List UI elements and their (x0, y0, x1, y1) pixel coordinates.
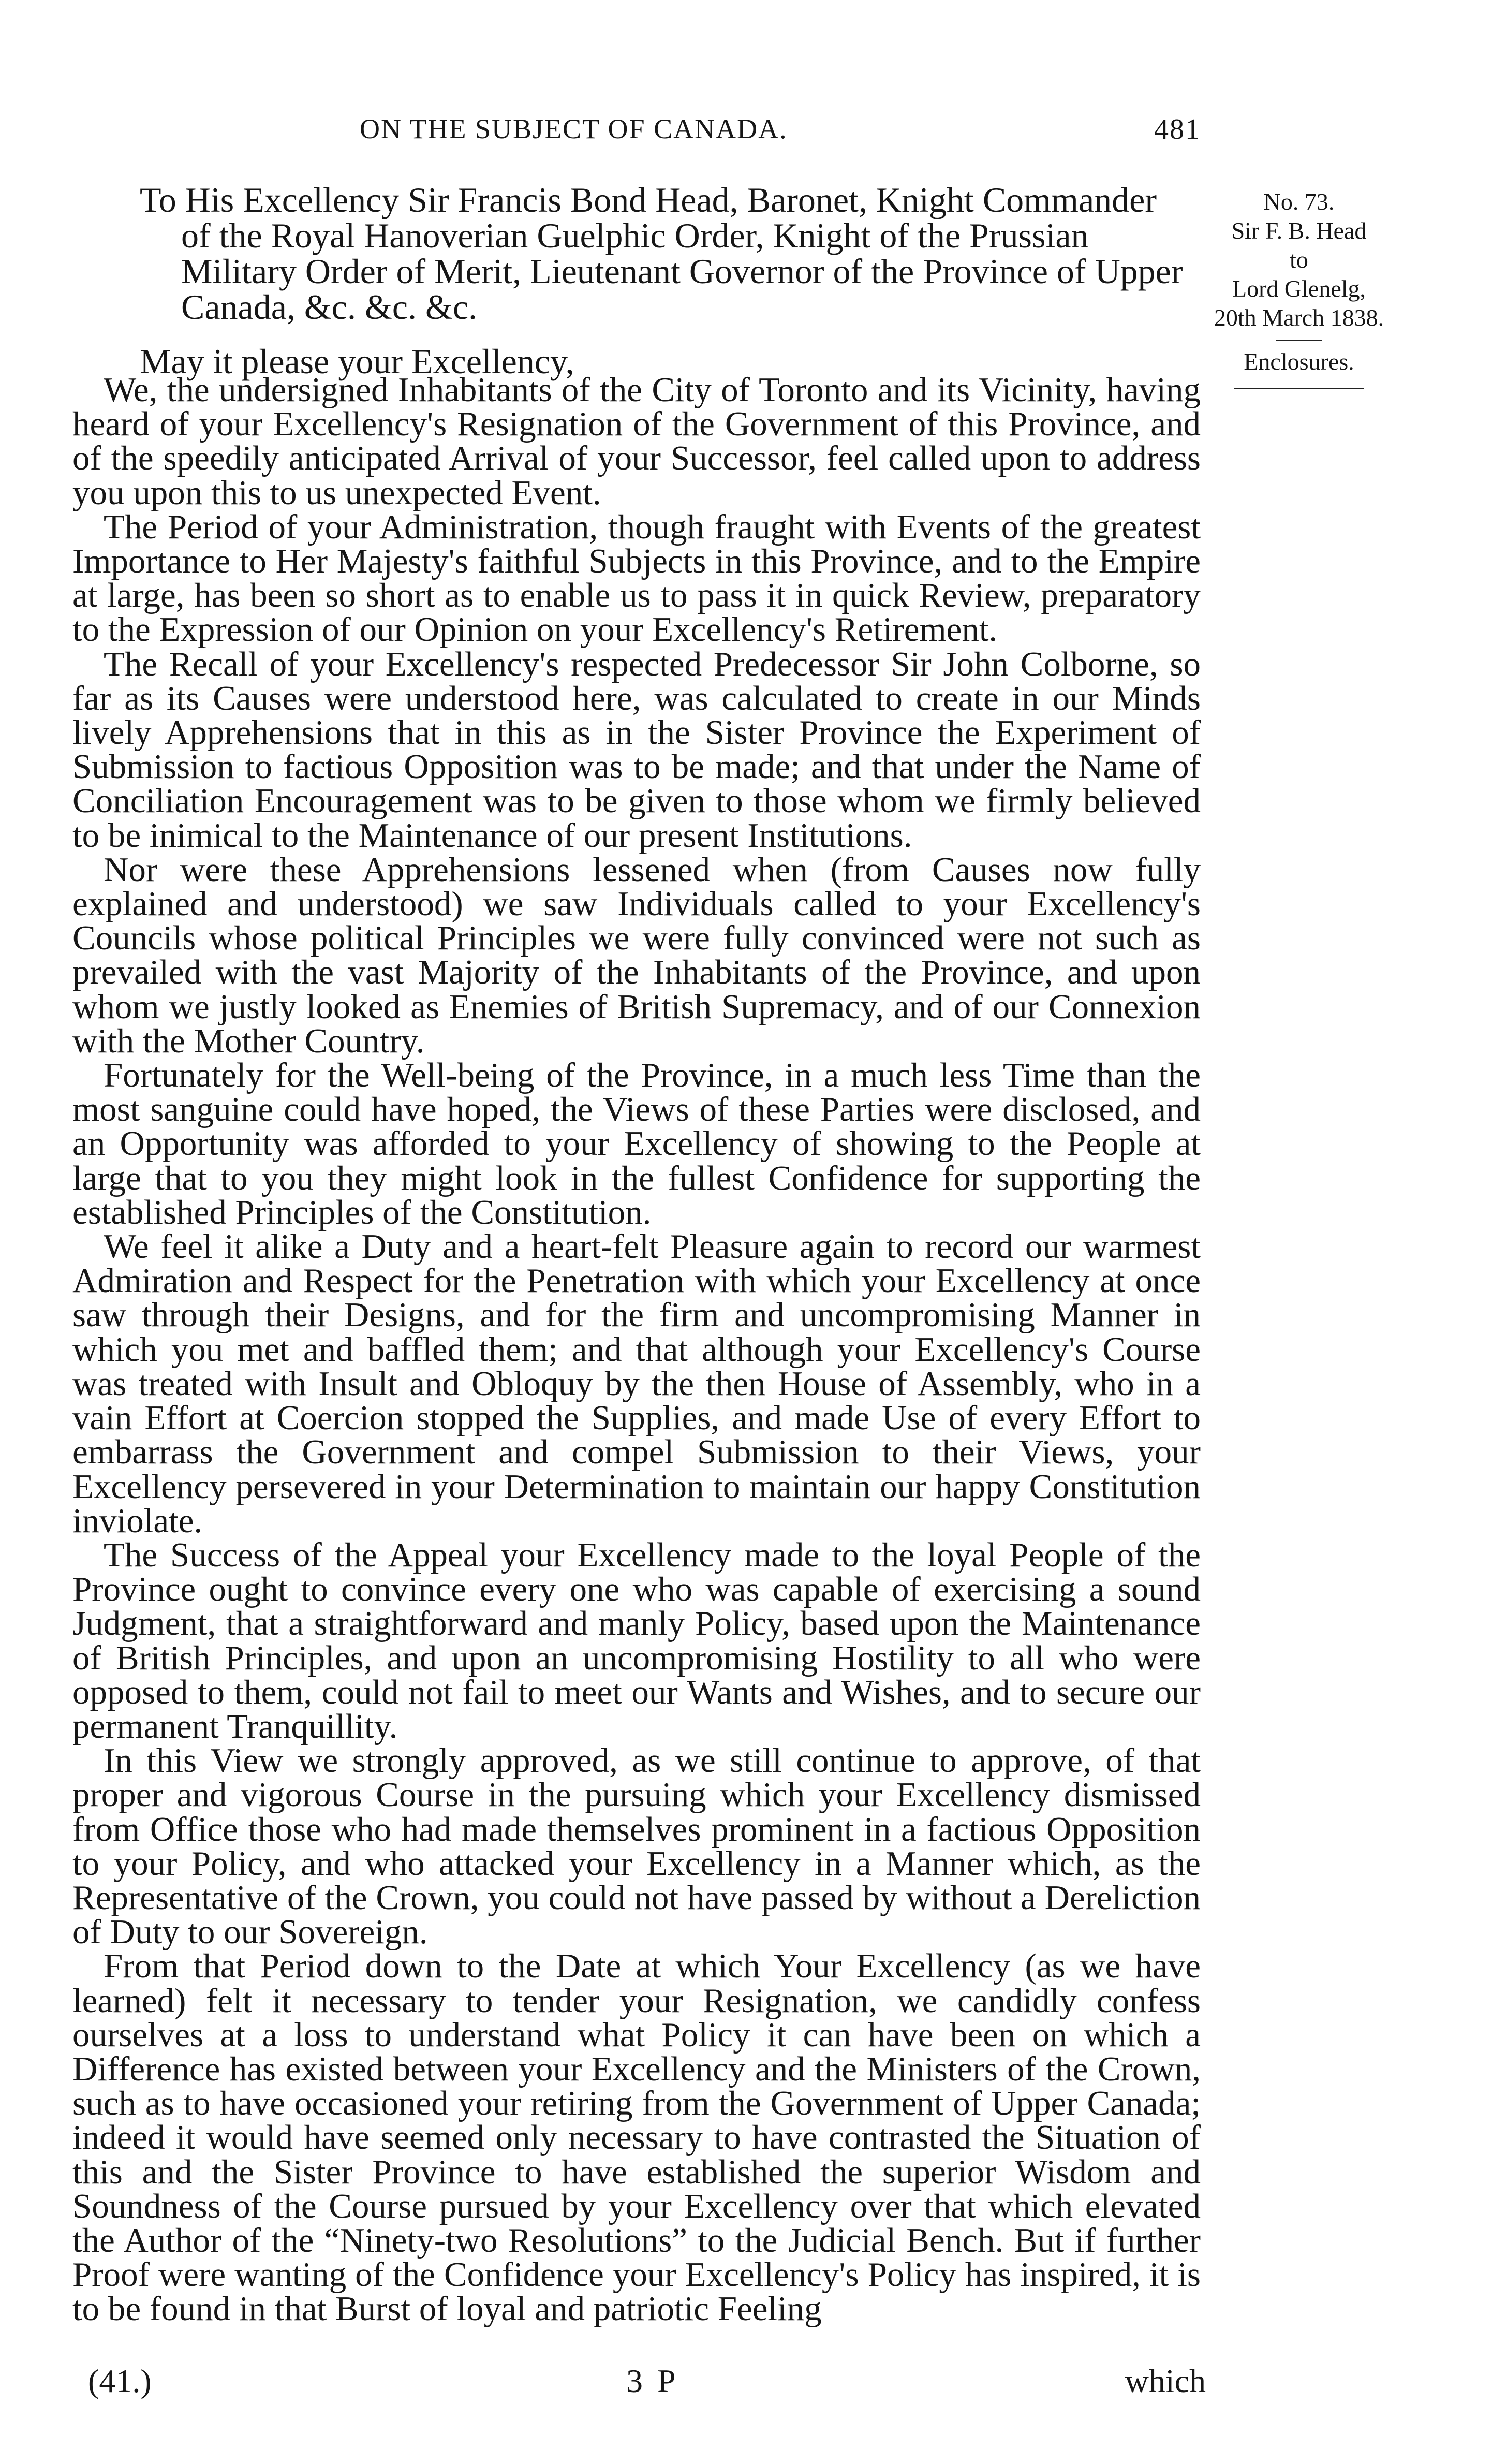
page-number: 481 (1154, 113, 1201, 145)
margin-note (1211, 187, 1387, 395)
paragraph: In this View we strongly approved, as we still continue to approve, of that proper and vigorous Course in the pursuing which your Excellency dismissed from Office those who had made themselves prominent in a factious Opposition to your Policy, and who attacked your Excellency in a Manner which, as the Representative of the Crown, you could not have passed by without a Dereliction of Duty to our Sovereign. (72, 1741, 1201, 1952)
page-footer (88, 2362, 1206, 2403)
catchword: which (1125, 2363, 1206, 2399)
salutation: May it please your Excellency, (140, 342, 574, 381)
paragraph: From that Period down to the Date at which Your Excellency (as we have learned) felt it necessary to tender your Resignation, we candidly confess ourselves at a loss to understand what Policy it can have been on which a Difference has existed between your Excellency and the Ministers of the Crown, such as to have occasioned your retiring from the Government of Upper Canada; indeed it would have seemed only necessary to have contrasted the Situation of this and the Sister Province to have established the superior Wisdom and Soundness of the Course pursued by your Excellency over that which elevated the Author of the “Ninety-two Resolutions” to the Judicial Bench. But if further Proof were wanting of the Confidence your Excellency's Policy has inspired, it is to be found in that Burst of loyal and patriotic Feeling (72, 1947, 1201, 2328)
paragraph: Fortunately for the Well-being of the Province, in a much less Time than the most sanguine could have hoped, the Views of these Parties were disclosed, and an Opportunity was afforded to your Excellency of showing to the People at large that to you they might look in the fullest Confidence for supporting the established Principles of the Constitution. (72, 1056, 1201, 1231)
paragraph: Nor were these Apprehensions lessened when (from Causes now fully explained and understood) we saw Individuals called to your Excellency's Councils whose political Principles we were fully convinced were not such as prevailed with the vast Majority of the Inhabitants of the Province, and upon whom we justly looked as Enemies of British Supremacy, and of our Connexion with the Mother Country. (72, 850, 1201, 1060)
dispatch-sender: Sir F. B. Head (1231, 217, 1367, 244)
address-text: To His Excellency Sir Francis Bond Head, Baronet, Knight Commander of the Royal Hanoverian Guelphic Order, Knight of the Prussian Military Order of Merit, Lieutenant Governor of the Province of Upper Canada, &c. &c. &c. (140, 180, 1183, 327)
dispatch-date: 20th March 1838. (1214, 304, 1384, 331)
address-block (140, 182, 1190, 325)
enclosures-label: Enclosures. (1244, 348, 1354, 375)
sheet-mark: 3 P (626, 2363, 679, 2399)
letter-body (72, 373, 1201, 2326)
paragraph: The Success of the Appeal your Excellency made to the loyal People of the Province ought to convince every one who was capable of exercising a sound Judgment, that a straightforward and manly Policy, based upon the Maintenance of British Principles, and upon an uncompromising Hostility to all who were opposed to them, could not fail to meet our Wants and Wishes, and to secure our permanent Tranquillity. (72, 1535, 1201, 1746)
dispatch-number: No. 73. (1263, 188, 1335, 215)
margin-rule (1276, 340, 1322, 341)
paragraph: We feel it alike a Duty and a heart-felt Pleasure again to record our warmest Admiration and Respect for the Penetration with which your Excellency at once saw through their Designs, and for the firm and uncompromising Manner in which you met and baffled them; and that although your Excellency's Course was treated with Insult and Obloquy by the then House of Assembly, who in a vain Effort at Coercion stopped the Supplies, and made Use of every Effort to embarrass the Government and compel Submission to their Views, your Excellency persevered in your Determination to maintain our happy Constitution inviolate. (72, 1227, 1201, 1540)
dispatch-recipient: Lord Glenelg, (1232, 275, 1366, 302)
dispatch-to: to (1290, 246, 1308, 273)
paragraph: The Recall of your Excellency's respected Predecessor Sir John Colborne, so far as its Causes were understood here, was calculated to create in our Minds lively Apprehensions that in this as in the Sister Province the Experiment of Submission to factious Opposition was to be made; and that under the Name of Conciliation Encouragement was to be given to those whom we firmly believed to be inimical to the Maintenance of our present Institutions. (72, 644, 1201, 855)
signature-number: (41.) (88, 2363, 152, 2399)
paragraph: The Period of your Administration, though fraught with Events of the greatest Importance to Her Majesty's faithful Subjects in this Province, and to the Empire at large, has been so short as to enable us to pass it in quick Review, preparatory to the Expression of our Opinion on your Excellency's Retirement. (72, 507, 1201, 649)
paragraph: We, the undersigned Inhabitants of the City of Toronto and its Vicinity, having heard of your Excellency's Resignation of the Government of this Province, and of the speedily anticipated Arrival of your Successor, feel called upon to address you upon this to us unexpected Event. (72, 371, 1201, 512)
running-header (72, 113, 1201, 154)
margin-rule-bottom (1234, 388, 1364, 389)
running-title: ON THE SUBJECT OF CANADA. (360, 113, 788, 144)
